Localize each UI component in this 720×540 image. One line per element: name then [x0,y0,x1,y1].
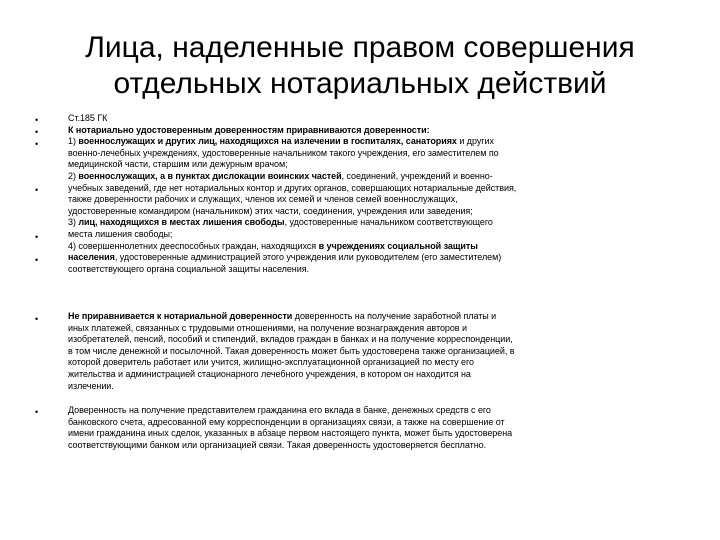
title-line-1: Лица, наделенные правом совершения [85,31,635,64]
paragraph-line: имени гражданина иных сделок, указанных в абзаце первом настоящего пункта, может быть удостоверена [68,428,513,439]
paragraph-item-2-cont: удостоверенные командиром (начальником) этих части, соединения, учреждения или заведения; [68,205,473,216]
paragraph-line: жительства и администрацией стационарного лечебного учреждения, в котором он находится на [68,368,471,379]
paragraph-intro: К нотариально удостоверенным доверенностям приравниваются доверенности: [68,124,430,135]
paragraph-item-3: 3) лиц, находящихся в местах лишения свободы, удостоверенные начальником соответствующего [68,217,493,228]
slide-title [40,30,680,102]
paragraph-line: Не приравнивается к нотариальной доверенности доверенность на получение заработной платы и [68,311,497,321]
bullet-marker: • [35,314,39,324]
paragraph-line: Доверенность на получение представителем гражданина его вклада в банке, денежных средств с его [68,405,491,415]
paragraph-item-3-cont: места лишения свободы; [68,228,173,239]
paragraph-item-1-cont: военно-лечебных учреждениях, удостоверенные начальником такого учреждения, его заместителем по [68,147,499,158]
paragraph-line: банковского счета, адресованной ему корреспонденции в организациях связи, а также на совершение от [68,416,505,427]
paragraph-line: изобретателей, пенсий, пособий и стипендий, вкладов граждан в банках и на получение корреспонденции, [68,334,513,345]
bullet-marker: • [35,115,39,125]
paragraph-article-ref: Ст.185 ГК [68,113,108,123]
bullet-marker: • [35,185,39,195]
paragraph-item-1: 1) военнослужащих и других лиц, находящихся на излечении в госпиталях, санаториях и других [68,136,494,147]
not-equivalent-block [68,311,686,392]
bullet-marker: • [35,232,39,242]
bullet-marker: • [35,255,39,265]
paragraph-item-4: 4) совершеннолетних дееспособных граждан, находящихся в учреждениях социальной защиты [68,240,478,251]
bullet-marker: • [35,127,39,137]
paragraph-line: излечении. [68,380,114,391]
bullet-marker: • [35,139,39,149]
paragraph-item-2: 2) военнослужащих, а в пунктах дислокации воинских частей, соединений, учреждений и военно- [68,170,493,181]
paragraph-item-4-cont: соответствующего органа социальной защиты населения. [68,263,309,274]
paragraph-line: в том числе денежной и посылочной. Такая доверенность может быть удостоверена также организацией, в [68,345,515,356]
article-185-block [68,113,686,275]
paragraph-item-1-cont: медицинской части, старшим или дежурным врачом; [68,159,288,170]
title-line-2: отдельных нотариальных действий [113,67,607,100]
paragraph-item-4-cont: населения, удостоверенные администрацией этого учреждения или руководителем (его заместителем) [68,252,502,263]
paragraph-line: которой доверитель работает или учится, жилищно-эксплуатационной организацией по месту его [68,357,474,368]
bullet-marker: • [35,407,39,417]
paragraph-line: соответствующими банком или организацией связи. Такая доверенность удостоверяется бесплатно. [68,439,487,450]
paragraph-item-2-cont: учебных заведений, где нет нотариальных контор и других органов, совершающих нотариальные действия, [68,182,517,193]
paragraph-item-2-cont: также доверенности рабочих и служащих, членов их семей и членов семей военнослужащих, [68,194,458,205]
bank-deposit-block [68,405,686,451]
paragraph-line: иных платежей, связанных с трудовыми отношениями, на получение вознаграждения авторов и [68,322,467,333]
